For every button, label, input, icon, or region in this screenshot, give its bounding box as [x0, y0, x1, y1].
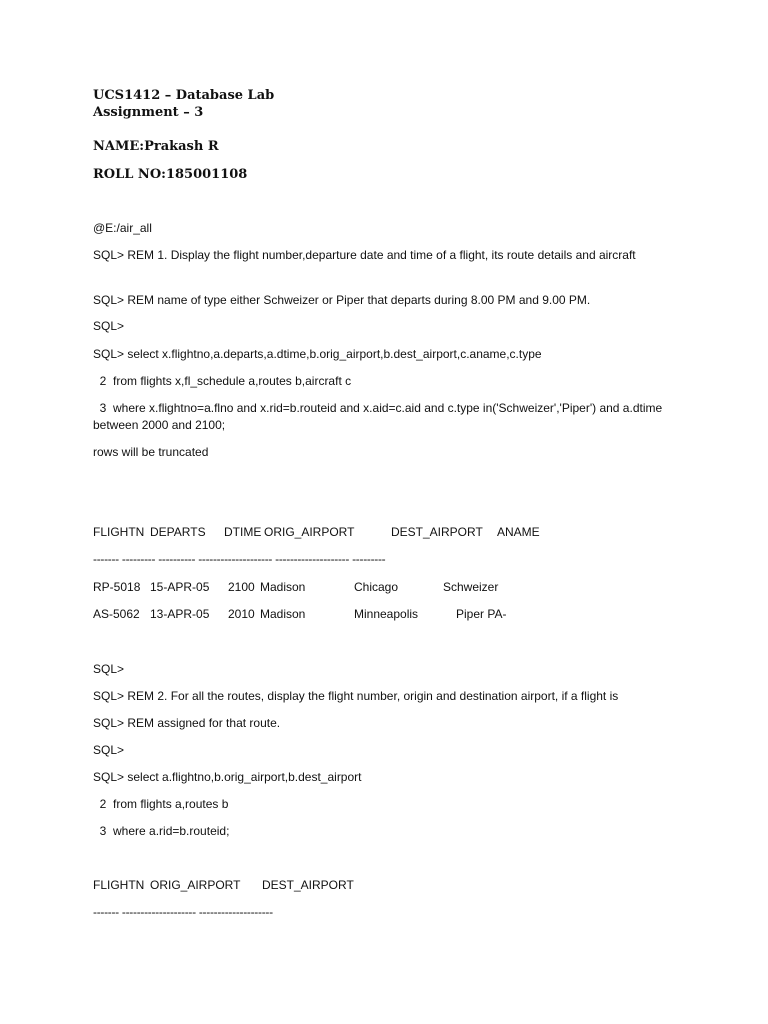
table-1-row-1-flightn: RP-5018 — [93, 580, 141, 594]
rem-2-line-a: SQL> REM 2. For all the routes, display the flight number, origin and destination airport, if a flight is — [93, 689, 619, 703]
table-1-row-2-dest: Minneapolis — [354, 607, 419, 621]
select-2-line: SQL> select a.flightno,b.orig_airport,b.dest_airport — [93, 770, 362, 784]
table-2-header-dest-airport: DEST_AIRPORT — [262, 878, 354, 892]
table-1-row-1-departs: 15-APR-05 — [150, 580, 210, 594]
sql-prompt-2: SQL> — [93, 662, 125, 676]
table-1-row-1-aname: Schweizer — [443, 580, 499, 594]
from-2-line: 2 from flights a,routes b — [93, 797, 229, 811]
select-1-line: SQL> select x.flightno,a.departs,a.dtime,b.orig_airport,b.dest_airport,c.aname,c.type — [93, 347, 542, 361]
rem-1-line-b: SQL> REM name of type either Schweizer or Piper that departs during 8.00 PM and 9.00 PM. — [93, 293, 591, 307]
table-2-header-flightn: FLIGHTN — [93, 878, 145, 892]
course-title: UCS1412 – Database Lab — [93, 88, 275, 103]
assignment-title: Assignment – 3 — [93, 105, 204, 120]
script-start-line: @E:/air_all — [93, 221, 152, 235]
table-1-row-1-dtime: 2100 — [228, 580, 255, 594]
table-1-row-2-departs: 13-APR-05 — [150, 607, 210, 621]
table-1-row-2-dtime: 2010 — [228, 607, 255, 621]
table-1-header-dest-airport: DEST_AIRPORT — [391, 525, 483, 539]
table-1-row-2-aname: Piper PA- — [456, 607, 507, 621]
sql-prompt-1: SQL> — [93, 319, 125, 333]
table-1-header-aname: ANAME — [497, 525, 540, 539]
table-1-row-2-flightn: AS-5062 — [93, 607, 140, 621]
table-1-header-departs: DEPARTS — [150, 525, 206, 539]
rem-2-line-b: SQL> REM assigned for that route. — [93, 716, 281, 730]
where-1-line: 3 where x.flightno=a.flno and x.rid=b.routeid and x.aid=c.aid and c.type in('Schweizer','Piper') and a.dtime between 2000 and 2100; — [93, 401, 666, 432]
sql-prompt-3: SQL> — [93, 743, 125, 757]
where-2-line: 3 where a.rid=b.routeid; — [93, 824, 230, 838]
table-1-header-dtime: DTIME — [224, 525, 262, 539]
table-2-divider: ------- -------------------- -------------------- — [93, 905, 273, 919]
rem-1-line-a: SQL> REM 1. Display the flight number,departure date and time of a flight, its route details and aircraft — [93, 248, 636, 262]
table-1-divider: ------- --------- ---------- -------------------- -------------------- --------- — [93, 552, 386, 566]
roll-number: ROLL NO:185001108 — [93, 167, 248, 182]
table-1-row-1-dest: Chicago — [354, 580, 399, 594]
truncation-note: rows will be truncated — [93, 445, 209, 459]
table-1-header-orig-airport: ORIG_AIRPORT — [264, 525, 355, 539]
table-2-header-orig-airport: ORIG_AIRPORT — [150, 878, 241, 892]
table-1-header-flightn: FLIGHTN — [93, 525, 145, 539]
table-1-row-2-orig: Madison — [260, 607, 306, 621]
student-name: NAME:Prakash R — [93, 139, 219, 154]
from-1-line: 2 from flights x,fl_schedule a,routes b,aircraft c — [93, 374, 352, 388]
table-1-row-1-orig: Madison — [260, 580, 306, 594]
